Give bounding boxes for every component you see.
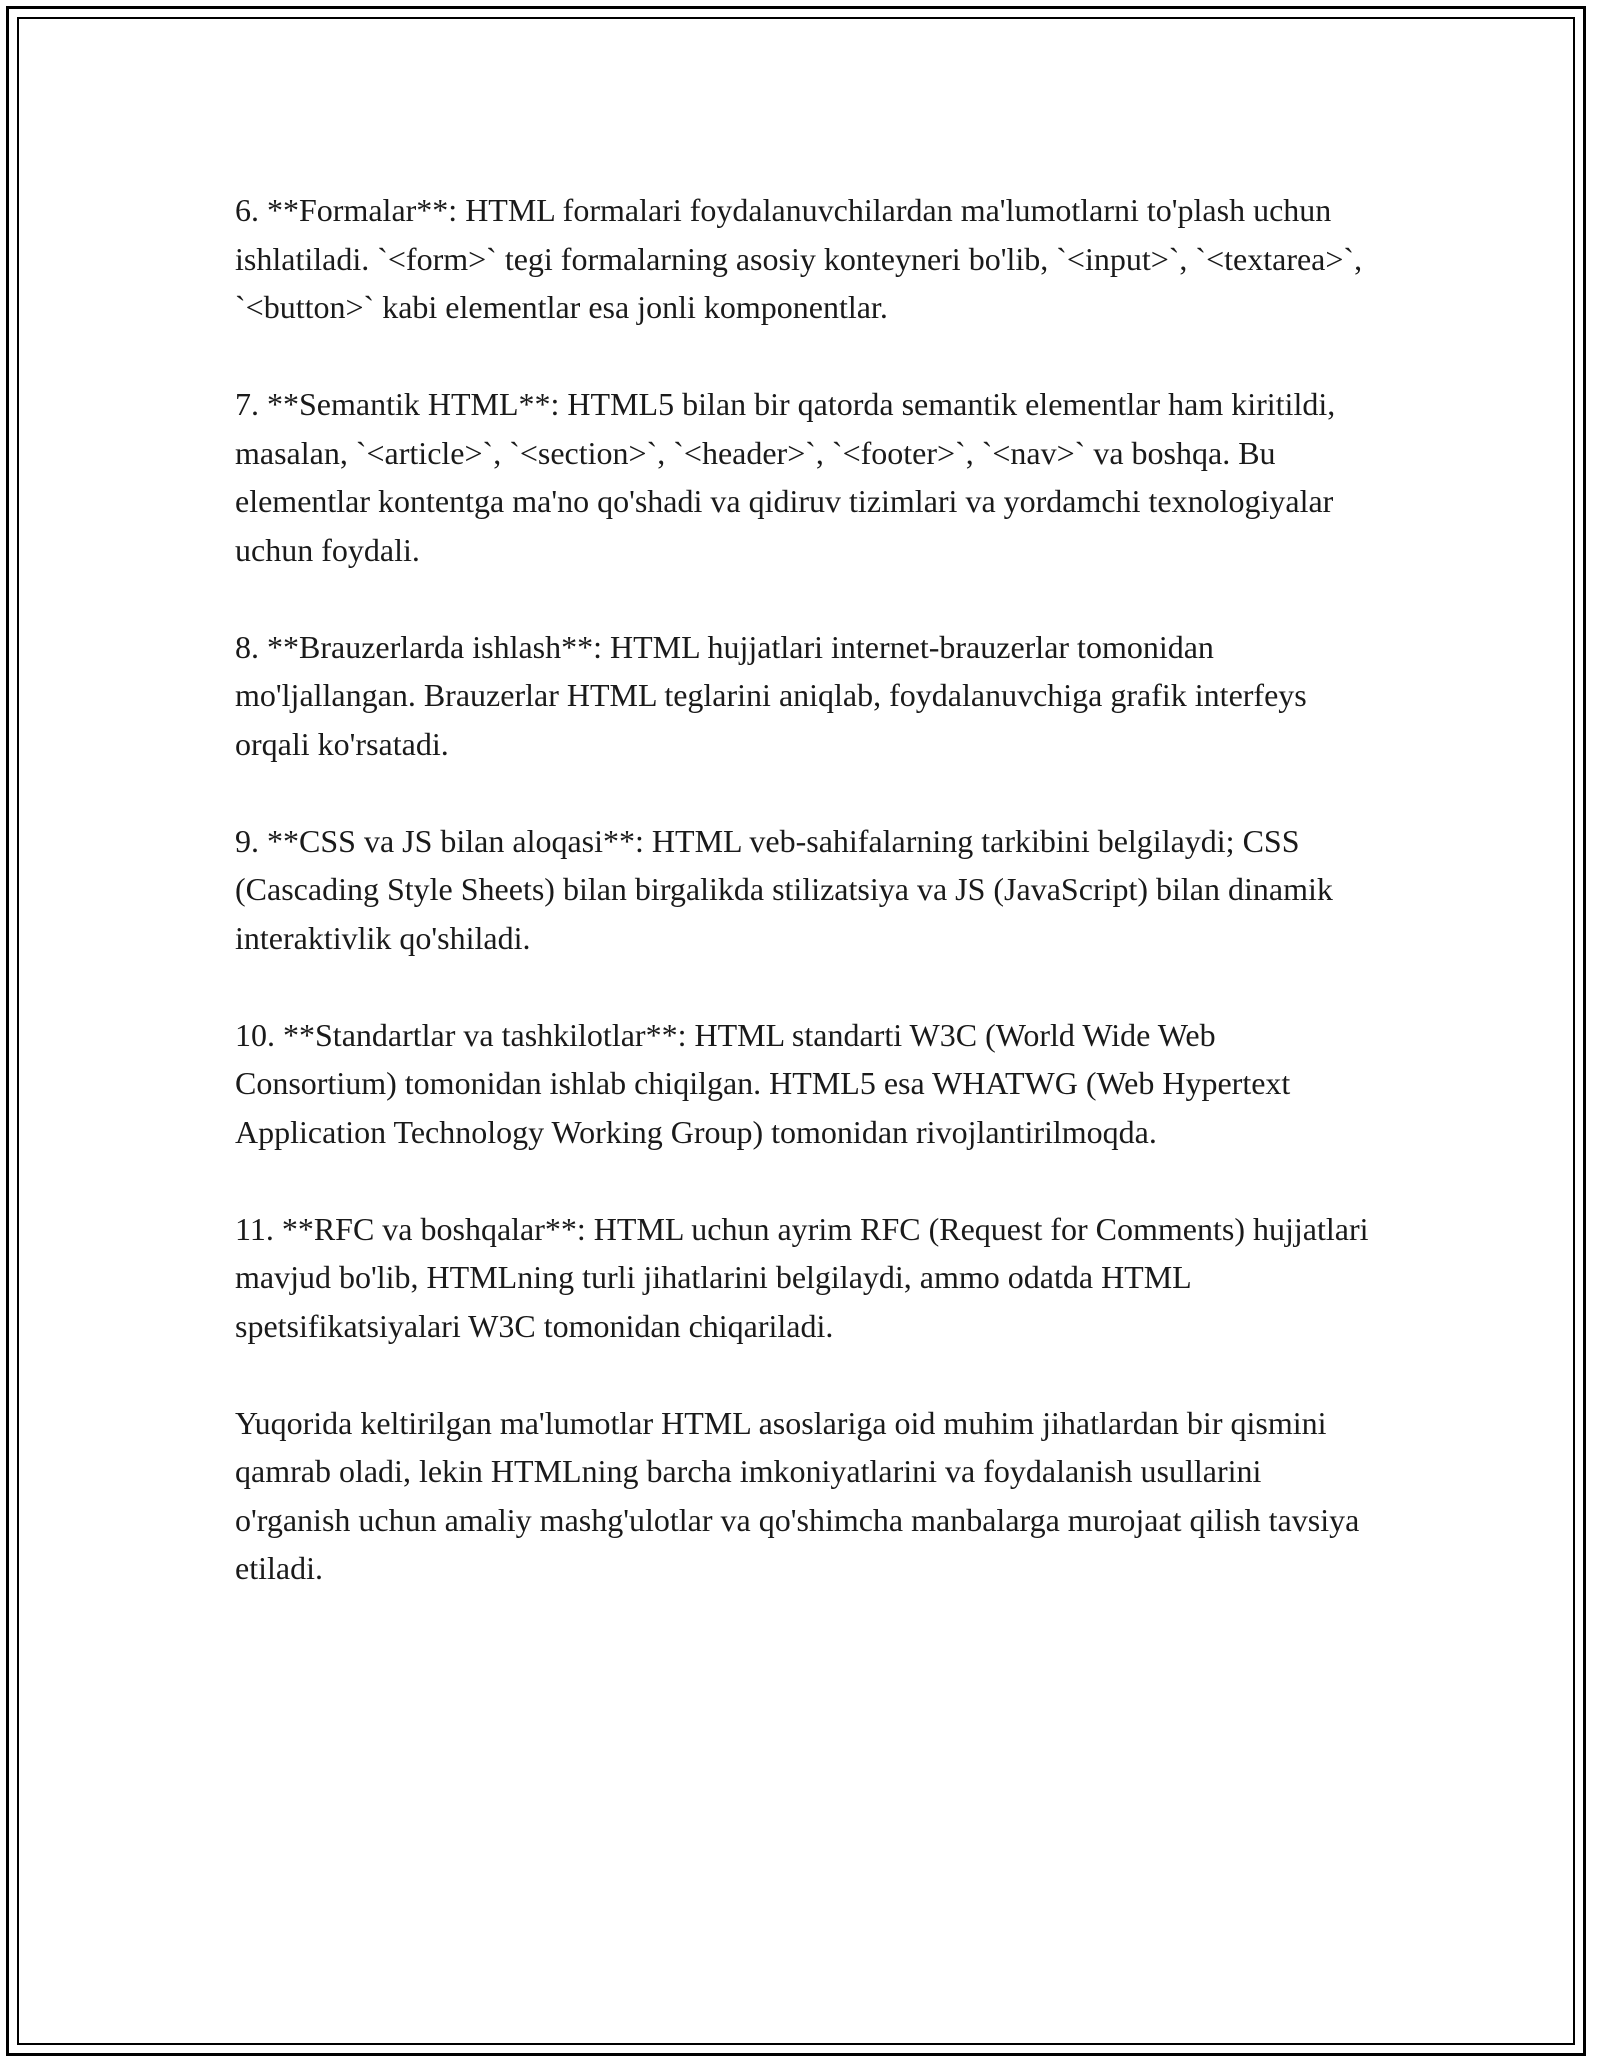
paragraph-rfc: 11. **RFC va boshqalar**: HTML uchun ayrim RFC (Request for Comments) hujjatlari mavjud bo'lib, HTMLning turli jihatlarini belgilaydi, ammo odatda HTML spetsifikatsiyalari W3C tomonidan chiqariladi. [235, 1210, 1369, 1344]
paragraph-forms: 6. **Formalar**: HTML formalari foydalanuvchilardan ma'lumotlarni to'plash uchun ishlatiladi. `<form>` tegi formalarning asosiy konteyneri bo'lib, `<input>`, `<textarea>`, `<button>` kabi elementlar esa jonli komponentlar. [235, 192, 1363, 325]
document-body [235, 186, 1380, 1641]
paragraph-semantic-html: 7. **Semantik HTML**: HTML5 bilan bir qatorda semantik elementlar ham kiritildi, masalan, `<article>`, `<section>`, `<header>`, `<footer>`, `<nav>` va boshqa. Bu elementlar kontentga ma'no qo'shadi va qidiruv tizimlari va yordamchi texnologiyalar uchun foydali. [235, 386, 1336, 568]
paragraph-css-js: 9. **CSS va JS bilan aloqasi**: HTML veb-sahifalarning tarkibini belgilaydi; CSS (Cascading Style Sheets) bilan birgalikda stilizatsiya va JS (JavaScript) bilan dinamik interaktivlik qo'shiladi. [235, 822, 1333, 956]
paragraph-browsers: 8. **Brauzerlarda ishlash**: HTML hujjatlari internet-brauzerlar tomonidan mo'ljallangan. Brauzerlar HTML teglarini aniqlab, foydalanuvchiga grafik interfeys orqali ko'rsatadi. [235, 628, 1307, 762]
paragraph-conclusion: Yuqorida keltirilgan ma'lumotlar HTML asoslariga oid muhim jihatlardan bir qismini qamrab oladi, lekin HTMLning barcha imkoniyatlarini va foydalanish usullarini o'rganish uchun amaliy mashg'ulotlar va qo'shimcha manbalarga murojaat qilish tavsiya etiladi. [235, 1404, 1360, 1586]
paragraph-standards: 10. **Standartlar va tashkilotlar**: HTML standarti W3C (World Wide Web Consortium) tomonidan ishlab chiqilgan. HTML5 esa WHATWG (Web Hypertext Application Technology Working Group) tomonidan rivojlantirilmoqda. [235, 1016, 1291, 1150]
